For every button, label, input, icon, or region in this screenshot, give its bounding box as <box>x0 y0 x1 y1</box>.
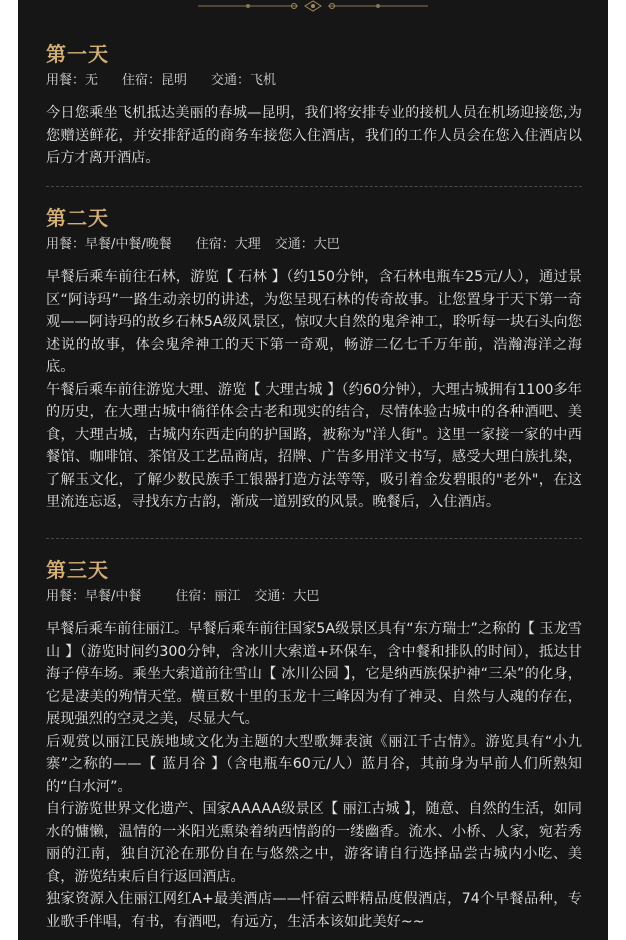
day-2-section <box>46 206 582 514</box>
day-title: 第二天 <box>46 206 109 230</box>
transport-info: 交通：大巴 <box>254 589 320 604</box>
meals-info: 用餐：早餐/中餐 <box>46 589 142 604</box>
day-meta <box>46 72 582 90</box>
day-paragraph: 独家资源入住丽江网红A+最美酒店——忏宿云畔精品度假酒店，74个早餐品种，专业歌手伴唱，有书，有酒吧，有远方，生活本该如此美好~~ <box>46 891 582 930</box>
meals-info: 用餐：早餐/中餐/晚餐 <box>46 237 172 252</box>
transport-info: 交通：飞机 <box>211 73 277 88</box>
day-paragraph: 午餐后乘车前往游览大理、游览【 大理古城 】（约60分钟），大理古城拥有1100多年的历史，在大理古城中徜徉体会古老和现实的结合，尽情体验古城中的各种酒吧、美食，大理古城，古城内东西走向的护国路，被称为"洋人街"。这里一家接一家的中西餐馆、咖啡馆、茶馆及工艺品商店，招牌、广告多用洋文书写，感受大理白族扎染，了解玉文化，了解少数民族手工银器打造方法等等，吸引着金发碧眼的"老外"，在这里流连忘返，寻找东方古韵，渐成一道别致的风景。晚餐后，入住酒店。 <box>46 381 582 510</box>
section-divider <box>46 186 582 187</box>
day-title: 第三天 <box>46 558 109 582</box>
day-paragraph: 后观赏以丽江民族地域文化为主题的大型歌舞表演《丽江千古情》。游览具有“小九寨”之称的——【 蓝月谷 】（含电瓶车60元/人）蓝月谷，其前身为早前人们所熟知的“白水河”。 <box>46 733 582 795</box>
stay-info: 住宿：大理 <box>195 237 261 252</box>
day-paragraph: 今日您乘坐飞机抵达美丽的春城—昆明，我们将安排专业的接机人员在机场迎接您,为您赠送鲜花，并安排舒适的商务车接您入住酒店，我们的工作人员会在您入住酒店以后方才离开酒店。 <box>46 105 582 166</box>
top-ornament <box>18 0 608 14</box>
transport-info: 交通：大巴 <box>274 237 340 252</box>
day-paragraph: 早餐后乘车前往石林，游览【 石林 】（约150分钟，含石林电瓶车25元/人），通过景区“阿诗玛”一路生动亲切的讲述，为您呈现石林的传奇故事。让您置身于天下第一奇观——阿诗玛的故乡石林5A级风景区，惊叹大自然的鬼斧神工，聆听每一块石头向您述说的故事，体会鬼斧神工的天下第一奇观，畅游二亿七千万年前，浩瀚海洋之海底。 <box>46 269 582 375</box>
stay-info: 住宿：丽江 <box>175 589 241 604</box>
ornament-divider-icon <box>18 0 608 14</box>
day-1-section <box>46 42 582 170</box>
day-meta <box>46 236 582 254</box>
meals-info: 用餐：无 <box>46 73 99 88</box>
stay-info: 住宿：昆明 <box>122 73 188 88</box>
itinerary-panel <box>18 0 608 940</box>
day-title: 第一天 <box>46 42 109 66</box>
day-paragraph: 自行游览世界文化遗产、国家AAAAA级景区【 丽江古城 】，随意、自然的生活，如同水的慵懒，温情的一米阳光熏染着纳西情韵的一缕幽香。流水、小桥、人家，宛若秀丽的江南，独自沉沦在那份自在与悠然之中，游客请自行选择品尝古城内小吃、美食，游览结束后自行返回酒店。 <box>46 801 582 885</box>
section-divider <box>46 538 582 539</box>
day-3-section <box>46 558 582 933</box>
day-meta <box>46 588 582 606</box>
day-paragraph: 早餐后乘车前往丽江。早餐后乘车前往国家5A级景区具有“东方瑞士”之称的【 玉龙雪山 】（游览时间约300分钟，含冰川大索道+环保车，含中餐和排队的时间），抵达甘海子停车场。乘坐大索道前往雪山【 冰川公园 】，它是纳西族保护神“三朵”的化身，它是凄美的殉情天堂。横亘数十里的玉龙十三峰因为有了神灵、自然与人魂的存在，展现强烈的空灵之美，尽显大气。 <box>46 621 582 727</box>
